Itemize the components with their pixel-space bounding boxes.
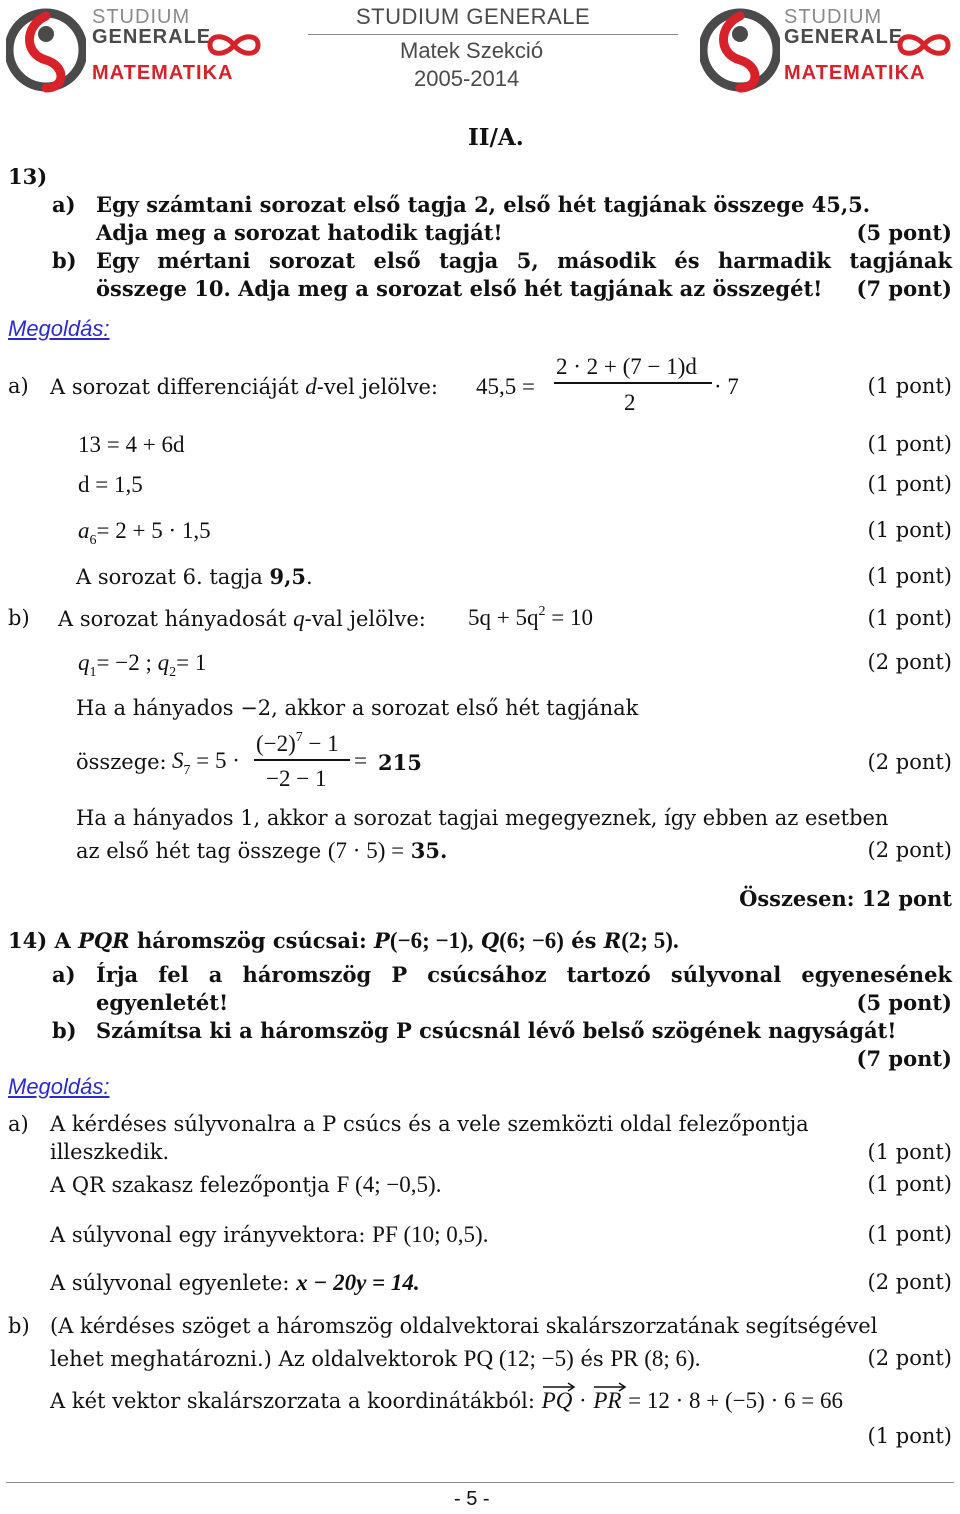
task-a-line1: Írja fel a háromszög P csúcsához tartozó súlyvonal egyenesének (96, 962, 952, 987)
text: A súlyvonal egyenlete: (50, 1271, 290, 1295)
eq4 (78, 518, 211, 549)
vector-pr (593, 1388, 621, 1414)
problem-number: 14) (8, 928, 48, 953)
logo-left (6, 4, 256, 96)
logo-left-line3: MATEMATIKA (92, 62, 234, 84)
solution-b-line1: (A kérdéses szöget a háromszög oldalvektorai skalárszorzatának segítségével (50, 1314, 878, 1338)
text: A két vektor skalárszorzata a koordinátákból: (50, 1389, 535, 1413)
var-S: S (172, 748, 184, 773)
text: A sorozat hányadosát (58, 607, 294, 631)
solution-a-line2: illeszkedik. (50, 1140, 170, 1164)
coord: (−6; −1), (389, 928, 474, 953)
text: A QR szakasz felezőpontja (50, 1173, 330, 1197)
var-q1: q (78, 650, 90, 675)
solution-b-label: b) (8, 606, 30, 630)
solution-b-text (58, 606, 426, 632)
coord: (6; −6) (499, 928, 564, 953)
text: lehet meghatározni.) Az oldalvektorok (50, 1347, 457, 1371)
text: − 1 (308, 731, 339, 756)
q-values (78, 650, 206, 681)
points: (1 pont) (867, 1424, 952, 1448)
logo-swirl-icon (6, 4, 86, 96)
points: (1 pont) (867, 432, 952, 456)
text: (−2) (256, 731, 296, 756)
expr: (7 · 5) = (327, 838, 405, 863)
text: = 5 · (196, 748, 240, 773)
points: (2 pont) (867, 650, 952, 674)
eq1-lhs: 45,5 = (476, 374, 535, 399)
text: A (54, 928, 79, 953)
points: (1 pont) (867, 606, 952, 630)
case2-line1: Ha a hányados 1, akkor a sorozat tagjai megegyeznek, így ebben az esetben (76, 806, 889, 830)
text: háromszög csúcsai: (129, 928, 375, 953)
infinity-icon (894, 32, 954, 58)
header-center-line2: Matek Szekció (400, 38, 544, 63)
text: A súlyvonal egy irányvektora: (50, 1223, 366, 1247)
logo-right (700, 4, 956, 96)
s7-lhs (172, 748, 240, 779)
task-a-label: a) (52, 962, 76, 987)
text: A sorozat 6. tagja (76, 565, 270, 589)
case2-line2 (76, 838, 447, 864)
subscript: 2 (169, 665, 177, 680)
result-value: 9,5 (269, 564, 307, 589)
task-a-points: (5 pont) (856, 220, 952, 245)
logo-swirl-icon (700, 4, 780, 96)
var-Q: Q (480, 928, 500, 953)
text: = 1 (176, 650, 207, 675)
task-a-points: (5 pont) (856, 990, 952, 1015)
problem-number: 13) (8, 164, 48, 189)
text: és (580, 1347, 604, 1371)
dot: · (579, 1388, 587, 1413)
text: PQ (541, 1388, 573, 1413)
points: (1 pont) (867, 564, 952, 588)
eq5 (468, 604, 593, 631)
var-q: q (293, 606, 305, 631)
expr: PR (8; 6). (610, 1346, 701, 1371)
vector-arrow-icon (542, 1382, 576, 1392)
logo-left-line2: GENERALE (92, 26, 212, 48)
eq2: 13 = 4 + 6d (78, 432, 185, 457)
eq3: d = 1,5 (78, 472, 143, 497)
points: (1 pont) (867, 374, 952, 398)
task-a-label: a) (52, 192, 76, 217)
points: (2 pont) (867, 838, 952, 862)
superscript: 7 (295, 730, 303, 745)
eq1-fraction-line (554, 382, 712, 384)
logo-right-line3: MATEMATIKA (784, 62, 926, 84)
text: -val jelölve: (304, 607, 426, 631)
eq1-numerator: 2 · 2 + (7 − 1)d (556, 354, 697, 379)
case1-sum-label: összege: (76, 750, 167, 774)
solution-a-text (50, 374, 438, 400)
task-a-line1: Egy számtani sorozat első tagja 2, első hét tagjának összege 45,5. (96, 192, 871, 217)
header-center-line1: STUDIUM GENERALE (356, 4, 591, 29)
expr: PQ (12; −5) (463, 1346, 574, 1371)
equation-line (50, 1270, 420, 1296)
coord: (2; 5). (621, 928, 679, 953)
points: (1 pont) (867, 1222, 952, 1246)
var-a: a (78, 518, 90, 543)
s7-fraction-line (254, 759, 350, 761)
s7-denominator: −2 − 1 (266, 766, 327, 791)
text: -vel jelölve: (316, 375, 438, 399)
vector-arrow-icon (593, 1382, 627, 1392)
eq1-mult: · 7 (714, 374, 739, 399)
case1-line: Ha a hányados −2, akkor a sorozat első hét tagjának (76, 696, 639, 720)
var-R: R (603, 928, 622, 953)
text: A sorozat differenciáját (50, 375, 306, 399)
points: (1 pont) (867, 472, 952, 496)
s7-eq: = (354, 748, 367, 773)
logo-left-line1: STUDIUM (92, 6, 191, 28)
points: (1 pont) (867, 1140, 952, 1164)
text: = 10 (551, 605, 593, 630)
expr: x − 20y = 14. (296, 1270, 420, 1295)
var-P: P (374, 928, 390, 953)
task-a-line2: Adja meg a sorozat hatodik tagját! (96, 220, 503, 245)
task-b-points: (7 pont) (856, 1046, 952, 1071)
text: 5q + 5q (468, 605, 539, 630)
solution-a-line1: A kérdéses súlyvonalra a P csúcs és a vele szemközti oldal felezőpontja (50, 1112, 809, 1136)
task-b-line1: Egy mértani sorozat első tagja 5, második és harmadik tagjának (96, 248, 952, 273)
logo-right-line2: GENERALE (784, 26, 904, 48)
task-b-line2: összege 10. Adja meg a sorozat első hét tagjának az összegét! (96, 276, 823, 301)
subscript: 7 (183, 763, 191, 778)
subscript: 6 (89, 533, 97, 548)
eq1-denominator: 2 (624, 390, 636, 415)
points: (2 pont) (867, 750, 952, 774)
subscript: 1 (89, 665, 97, 680)
text: PR (593, 1388, 622, 1413)
var-d: d (305, 374, 317, 399)
superscript: 2 (538, 604, 546, 619)
text: . (306, 565, 313, 589)
header-center-line3: 2005-2014 (414, 66, 520, 91)
solution-b-label: b) (8, 1314, 30, 1338)
task-b-label: b) (52, 248, 77, 273)
midpoint-line (50, 1172, 441, 1198)
task-b-points: (7 pont) (856, 276, 952, 301)
vector-pq (542, 1388, 573, 1414)
solution-label: Megoldás: (8, 1074, 110, 1099)
section-title: II/A. (468, 124, 524, 151)
expr: F (4; −0,5). (336, 1172, 442, 1197)
task-b-line1: Számítsa ki a háromszög P csúcsnál lévő belső szögének nagyságát! (96, 1018, 897, 1043)
result-a (76, 564, 313, 589)
points: (2 pont) (867, 1270, 952, 1294)
page-number: - 5 - (454, 1488, 490, 1510)
expr: = 12 · 8 + (−5) · 6 = 66 (628, 1388, 843, 1413)
points: (2 pont) (867, 1346, 952, 1370)
direction-line (50, 1222, 488, 1248)
var-pqr: PQR (78, 928, 130, 953)
text: az első hét tag összege (76, 839, 322, 863)
s7-result: 215 (378, 750, 422, 775)
solution-b-line2 (50, 1346, 700, 1372)
solution-a-label: a) (8, 1112, 29, 1136)
solution-a-label: a) (8, 374, 29, 398)
footer-rule (6, 1482, 954, 1483)
points: (1 pont) (867, 518, 952, 542)
header-rule (308, 34, 678, 35)
task-b-label: b) (52, 1018, 77, 1043)
task-a-line2: egyenletét! (96, 990, 229, 1015)
result-value: 35. (410, 838, 448, 863)
infinity-icon (204, 32, 264, 58)
expr: PF (10; 0,5). (372, 1222, 489, 1247)
text: = 2 + 5 · 1,5 (96, 518, 211, 543)
var-q2: q (157, 650, 170, 675)
solution-label: Megoldás: (8, 316, 110, 341)
total-points: Összesen: 12 pont (739, 886, 952, 911)
logo-right-line1: STUDIUM (784, 6, 883, 28)
dot-product-line (50, 1388, 843, 1414)
text: és (571, 928, 597, 953)
s7-numerator (256, 730, 339, 757)
text: = −2 ; (96, 650, 152, 675)
problem-14-intro (8, 928, 679, 954)
points: (1 pont) (867, 1172, 952, 1196)
